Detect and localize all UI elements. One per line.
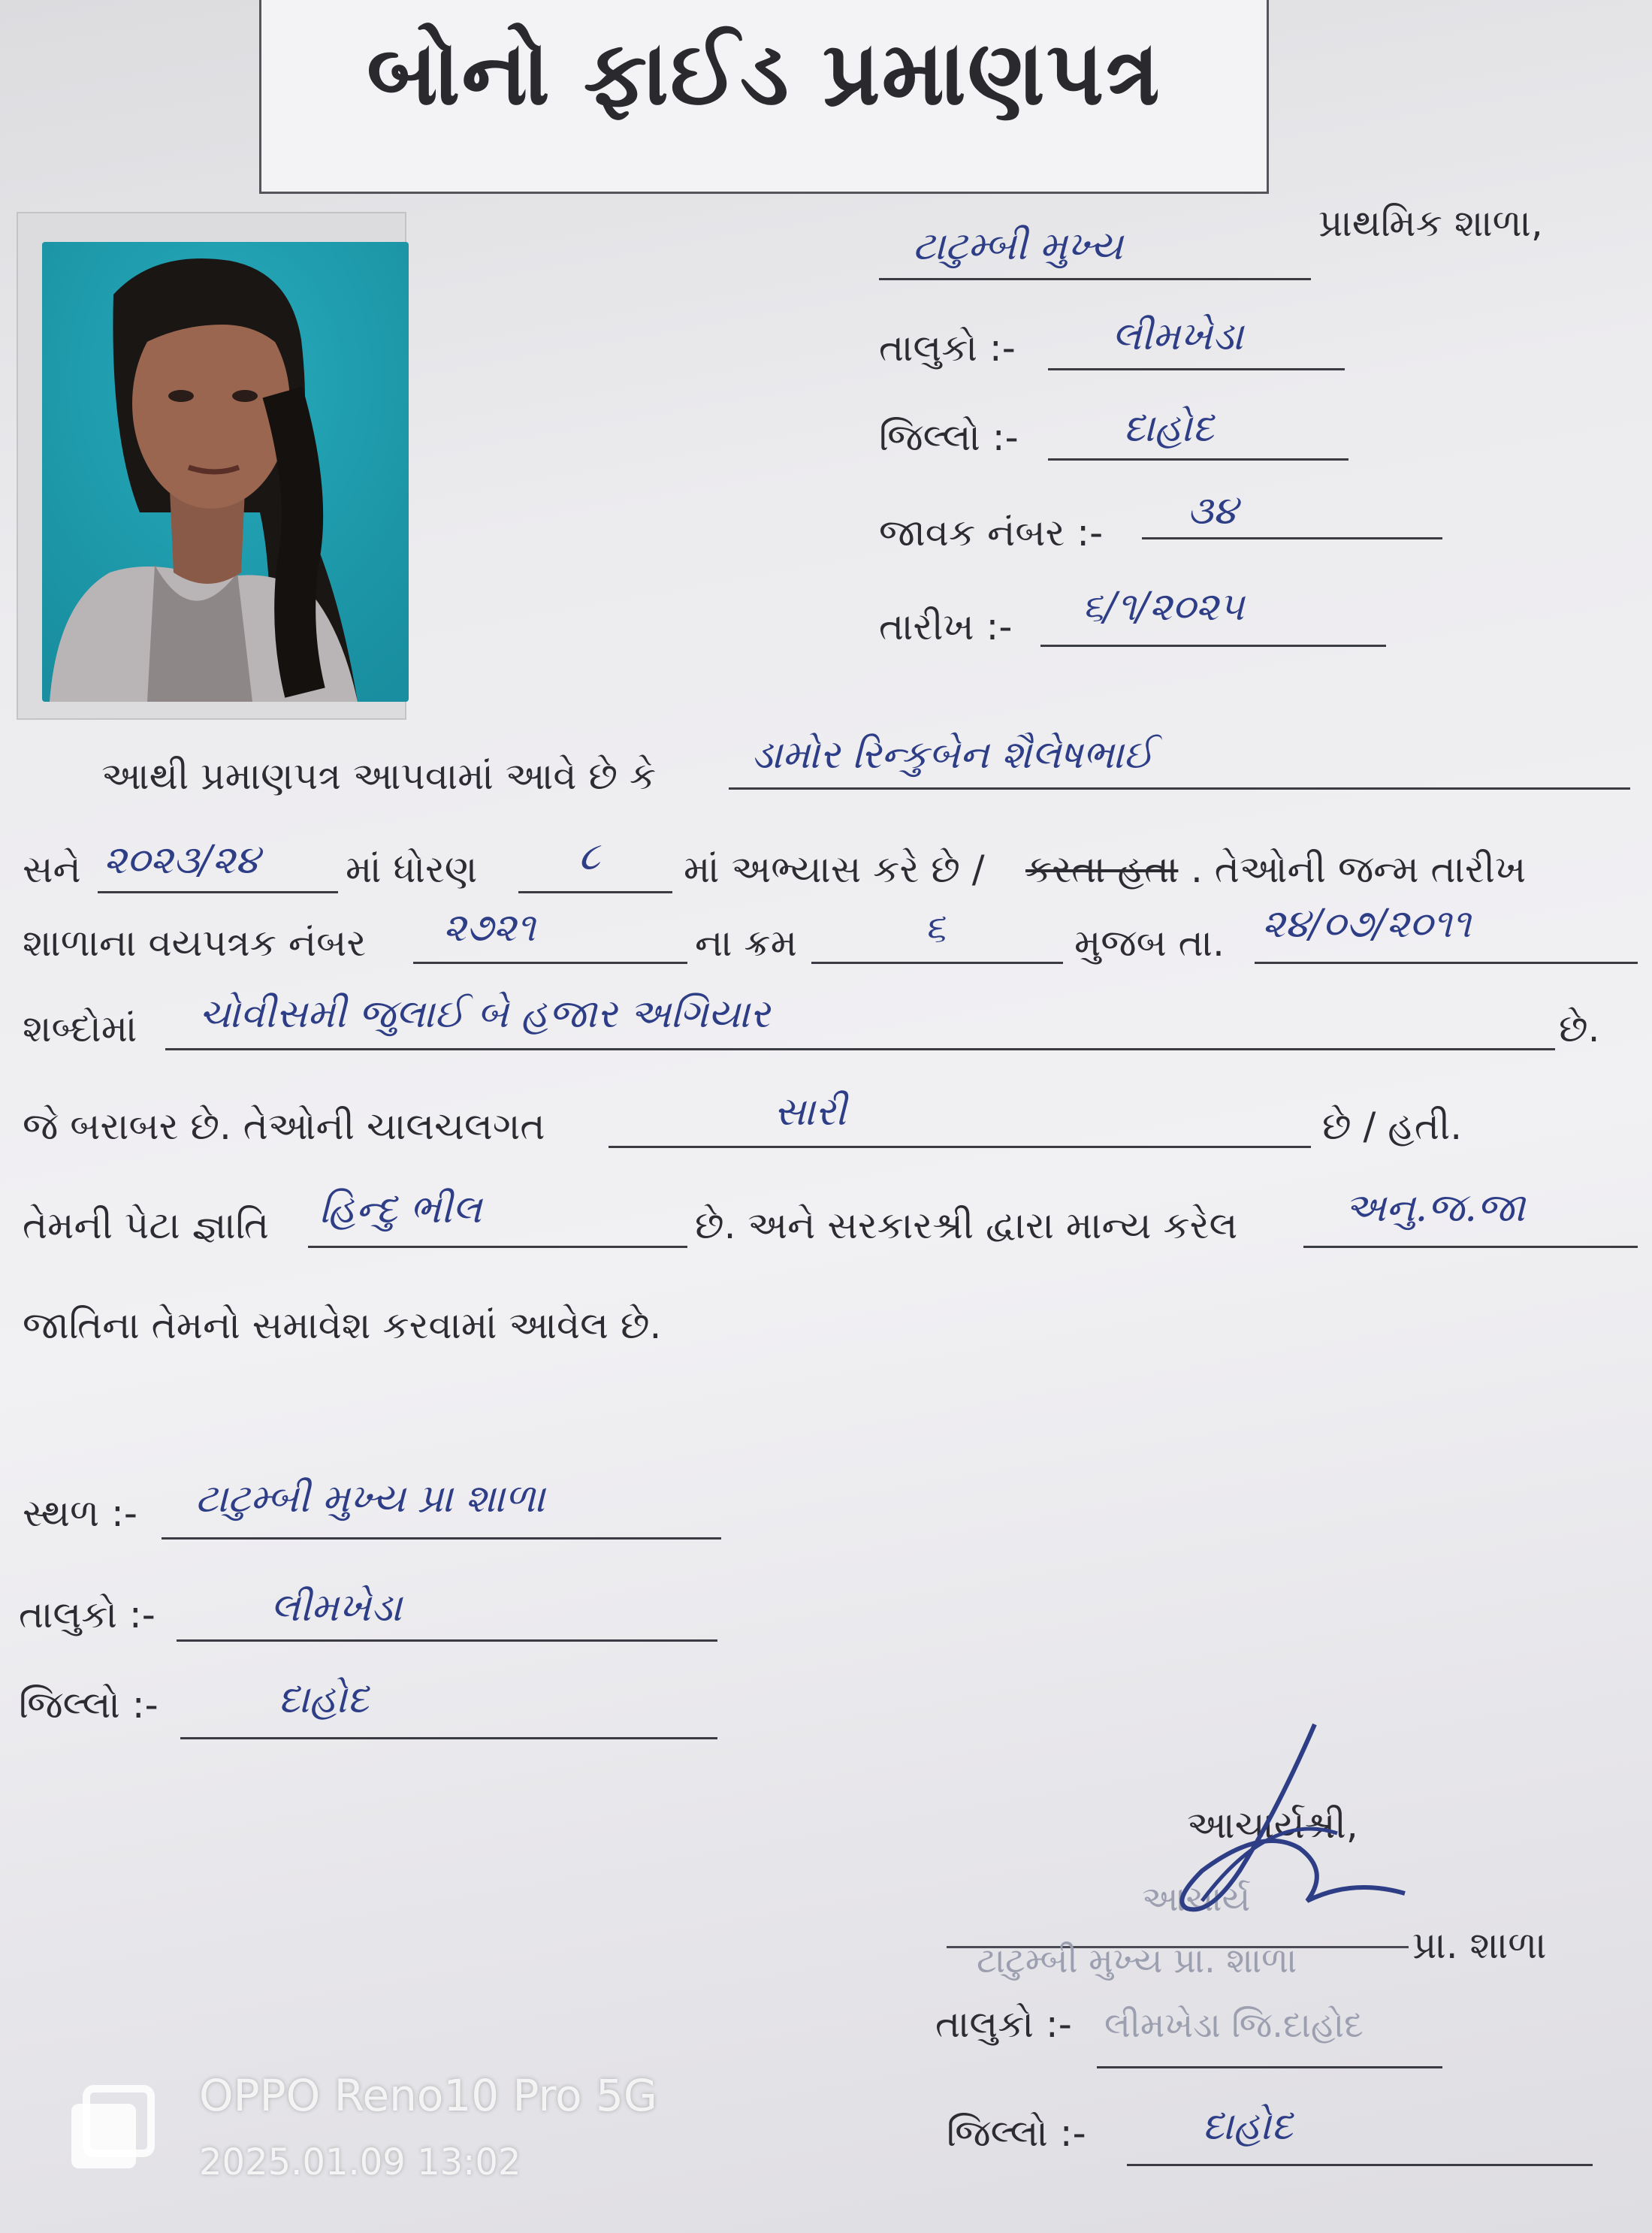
header-taluka-line (1048, 368, 1345, 370)
footer-taluka-line (177, 1639, 717, 1642)
date-label: તારીખ :- (879, 605, 1013, 648)
footer-right-district-label: જિલ્લો :- (947, 2111, 1086, 2155)
school-line (879, 278, 1311, 280)
subcaste-line (308, 1246, 687, 1248)
serial-line (811, 962, 1063, 964)
date-line (1040, 645, 1386, 647)
student-name: ડામોર રિન્કુબેન શૈલેષભાઈ (751, 733, 1154, 778)
header-taluka-value: લીમખેડા (1112, 314, 1243, 359)
footer-right-taluka-label: તાલુકો :- (935, 2002, 1072, 2046)
govt-line (1303, 1246, 1638, 1248)
student-name-line (729, 787, 1630, 790)
place-value: ટાટુમ્બી મુખ્ય પ્રા શાળા (195, 1476, 545, 1521)
footer-right-taluka-line (1097, 2066, 1442, 2068)
govt-category-value: અનુ.જ.જા (1345, 1186, 1526, 1231)
outward-number-label: જાવક નંબર :- (879, 511, 1104, 554)
school-name-handwritten: ટાટુમ્બી મુખ્ય (913, 224, 1123, 269)
year-line (98, 891, 338, 893)
stamp-school-name: ટાટુમ્બી મુખ્ય પ્રા. શાળા (977, 1940, 1297, 1981)
words-end: છે. (1559, 1007, 1600, 1050)
std-line (518, 891, 672, 893)
year-value: ૨૦૨૩/૨૪ (104, 838, 260, 883)
subcaste-label: તેમની પેટા જ્ઞાતિ (23, 1204, 270, 1247)
closing-text: જાતિના તેમનો સમાવેશ કરવામાં આવેલ છે. (23, 1304, 662, 1347)
words-line (165, 1048, 1555, 1050)
conduct-label: જે બરાબર છે. તેઓની ચાલચલગત (23, 1104, 545, 1148)
footer-taluka-label: તાલુકો :- (19, 1593, 156, 1636)
footer-taluka-value: લીમખેડા (270, 1585, 402, 1630)
govt-label: છે. અને સરકારશ્રી દ્વારા માન્ય કરેલ (695, 1204, 1238, 1247)
conduct-line (609, 1146, 1311, 1148)
dob-line (1255, 962, 1638, 964)
serial-label: ના ક્રમ (695, 921, 797, 965)
footer-school-label: પ્રા. શાળા (1412, 1923, 1547, 1967)
header-taluka-label: તાલુકો :- (879, 326, 1016, 370)
photo-frame (17, 212, 406, 720)
school-label: પ્રાથમિક શાળા, (1318, 201, 1543, 245)
outward-number-line (1142, 537, 1442, 539)
footer-right-district-line (1127, 2164, 1593, 2166)
serial-value: ૬ (924, 905, 947, 950)
conduct-end: છે / હતી. (1322, 1104, 1463, 1148)
study-struck-text: કરતા હતા (1025, 848, 1179, 891)
stamp-designation: આચાર્ય (1142, 1878, 1251, 1919)
place-label: સ્થળ :- (23, 1491, 137, 1535)
std-value: ૮ (578, 834, 600, 879)
register-line (413, 962, 687, 964)
footer-district-value: દાહોદ (278, 1677, 369, 1722)
study-label: માં અભ્યાસ કરે છે / (684, 848, 985, 891)
intro-text: આથી પ્રમાણપત્ર આપવામાં આવે છે કે (101, 754, 657, 798)
taluka-stamp: લીમખેડા જિ.દાહોદ (1104, 2005, 1364, 2045)
register-value: ૨૭૨૧ (443, 905, 536, 950)
footer-district-line (180, 1737, 717, 1739)
camera-watermark-icon (64, 2081, 159, 2176)
header-district-line (1048, 458, 1348, 461)
title-box (259, 0, 1269, 194)
watermark-timestamp: 2025.01.09 13:02 (199, 2141, 521, 2183)
place-line (162, 1537, 721, 1540)
subcaste-value: હિન્દુ ભીલ (319, 1187, 482, 1232)
as-per-label: મુજબ તા. (1074, 921, 1225, 965)
header-district-label: જિલ્લો :- (879, 415, 1019, 459)
words-label: શબ્દોમાં (23, 1007, 137, 1050)
dob-label: . તેઓની જન્મ તારીખ (1191, 848, 1527, 891)
footer-right-district-value: દાહોદ (1202, 2104, 1293, 2149)
dob-value: ૨૪/૦૭/૨૦૧૧ (1262, 902, 1472, 947)
date-value: ૬/૧/૨૦૨૫ (1082, 585, 1245, 630)
std-label: માં ધોરણ (346, 848, 478, 891)
student-photo (42, 242, 409, 702)
watermark-device: OPPO Reno10 Pro 5G (199, 2070, 657, 2121)
certificate-title: બોનો ફાઈડ પ્રમાણપત્ર (367, 21, 1161, 125)
outward-number-value: ૩૪ (1187, 488, 1237, 533)
footer-district-label: જિલ્લો :- (19, 1683, 159, 1727)
year-label: સને (23, 848, 81, 891)
principal-label: આચાર્યશ્રી, (1187, 1803, 1358, 1847)
header-district-value: દાહોદ (1123, 406, 1214, 451)
conduct-value: સારી (774, 1089, 847, 1135)
principal-signature (1157, 1721, 1442, 1946)
register-label: શાળાના વયપત્રક નંબર (23, 921, 367, 965)
dob-in-words: ચોવીસમી જુલાઈ બે હજાર અગિયાર (199, 992, 770, 1037)
